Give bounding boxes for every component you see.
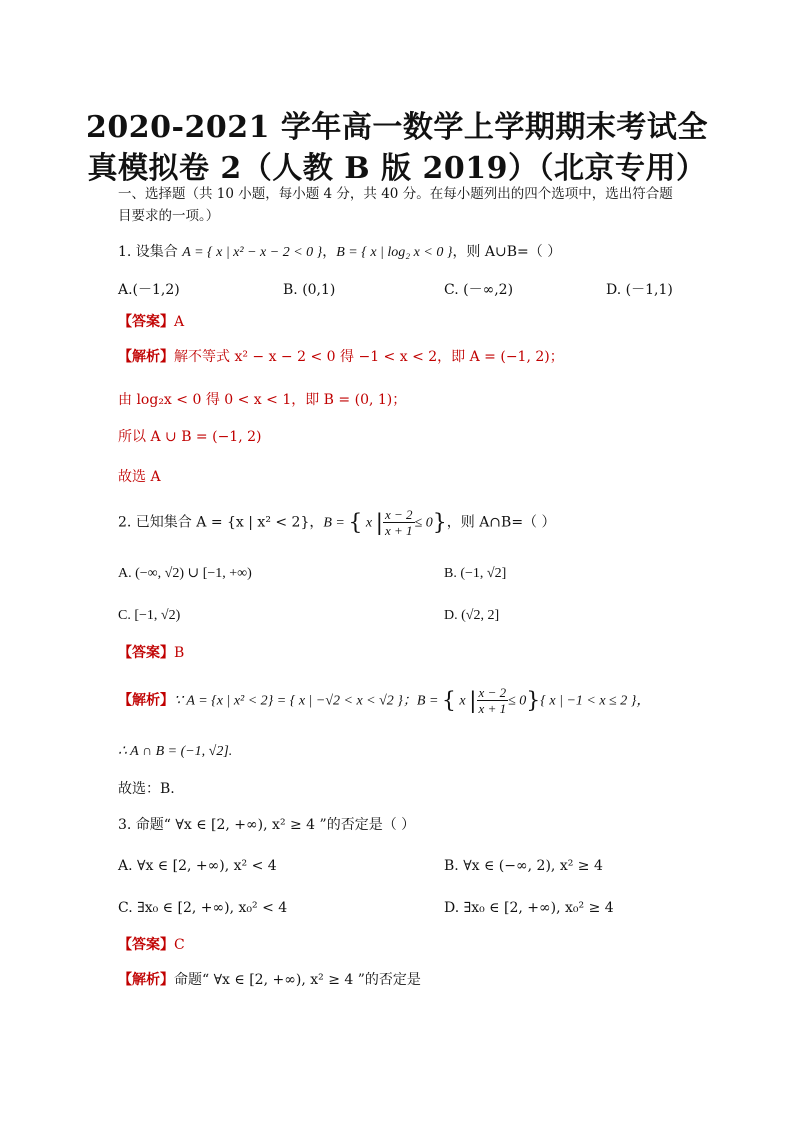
q2-option-a: A. (−∞, √2) ∪ [−1, +∞) (118, 566, 252, 581)
q2-stem: 2. 已知集合 A = {x | x² < 2}，B = { x | $\frac{x - 2}{x + 1}$ ≤ 0}，则 A∩B=（ ） (118, 507, 556, 538)
document-title-line-1: 2020-2021 学年高一数学上学期期末考试全 (86, 110, 708, 145)
q3-answer-label: 【答案】 (118, 937, 174, 953)
q3-answer (118, 935, 185, 955)
q1-answer-label: 【答案】 (118, 314, 174, 330)
q1-analysis-1 (118, 347, 564, 367)
q2-option-d: D. (√2, 2] (444, 608, 500, 623)
q3-option-c: C. ∃x₀ ∈ [2, +∞), x₀² < 4 (118, 900, 288, 916)
q2-analysis-1: 【解析】∵ A = {x | x² < 2} = { x | −√2 < x < √2 }；B = { x | $\frac{x - 2}{x + 1}$ ≤ 0}{ x | −1 < x ≤ 2 }， (118, 685, 651, 716)
q1-answer-value: A (174, 314, 185, 330)
q2-analysis-part-a: ∵ A = {x | x² < 2} = { x | −√2 < x < √2 }； (174, 693, 417, 709)
q1-stem (118, 242, 561, 263)
q2-answer (118, 643, 184, 663)
q2-answer-value: B (174, 645, 185, 661)
q3-answer-value: C (174, 937, 185, 953)
document-title-line-2: 真模拟卷 2（人教 B 版 2019）（北京专用） (87, 151, 707, 186)
section-heading-line-2: 目要求的一项。） (118, 208, 220, 224)
q3-stem: 3. 命题“ ∀x ∈ [2, +∞), x² ≥ 4 ”的否定是（ ） (118, 817, 416, 833)
q2-analysis-fraction-numerator: x − 2 (478, 685, 507, 700)
q1-set-a: A = { x | x² − x − 2 < 0 } (182, 245, 323, 260)
q2-analysis-2: ∴ A ∩ B = (−1, √2]. (118, 744, 233, 759)
q2-analysis-part-b: B = (416, 693, 442, 709)
q1-stem-suffix: ，则 A∪B=（ ） (452, 244, 562, 260)
q2-analysis-fraction-denominator: x + 1 (478, 701, 507, 716)
q2-analysis-fraction (477, 685, 509, 716)
q1-analysis-3: 所以 A ∪ B = (−1, 2) (118, 429, 262, 445)
q1-option-c: C. (－∞,2) (444, 282, 514, 298)
q1-option-a: A.(－1,2) (118, 282, 180, 298)
section-heading-line-1: 一、选择题（共 10 小题，每小题 4 分，共 40 分。在每小题列出的四个选项中，选出符合题 (118, 186, 673, 202)
q2-bar: | (375, 510, 384, 536)
q2-analysis-tail: ≤ 0 (508, 693, 527, 709)
q2-fraction-denominator: x + 1 (385, 523, 413, 538)
q3-analysis-label: 【解析】 (118, 972, 174, 988)
q2-set-b-lead: B = (323, 515, 349, 531)
q1-answer (118, 312, 184, 332)
q2-analysis-part-c: { x | −1 < x ≤ 2 }， (540, 693, 651, 709)
q2-analysis-3: 故选：B. (118, 781, 175, 797)
q1-analysis-text-1: 解不等式 x² − x − 2 < 0 得 −1 < x < 2，即 A = (−1, 2)； (174, 349, 564, 365)
q1-option-d: D. (－1,1) (606, 282, 673, 298)
q2-fraction-numerator: x − 2 (385, 507, 413, 522)
q3-analysis-1 (118, 970, 421, 990)
q2-answer-label: 【答案】 (118, 645, 174, 661)
q2-set-b-tail: ≤ 0 (414, 515, 433, 531)
q2-fraction (383, 507, 415, 538)
q1-set-b: B = { x | log₂ x < 0 } (336, 245, 453, 260)
q2-stem-suffix: ，则 A∩B=（ ） (446, 514, 556, 531)
q1-stem-prefix: 1. 设集合 (118, 244, 183, 260)
q3-option-a: A. ∀x ∈ [2, +∞), x² < 4 (118, 858, 277, 874)
q3-analysis-text-1: 命题“ ∀x ∈ [2, +∞), x² ≥ 4 ”的否定是 (174, 972, 421, 988)
q3-option-d: D. ∃x₀ ∈ [2, +∞), x₀² ≥ 4 (444, 900, 614, 916)
q1-analysis-4: 故选 A (118, 469, 161, 485)
q3-option-b: B. ∀x ∈ (−∞, 2), x² ≥ 4 (444, 858, 603, 874)
q1-analysis-2: 由 log₂x < 0 得 0 < x < 1，即 B = (0, 1)； (118, 392, 407, 408)
q2-option-c: C. [−1, √2) (118, 608, 181, 623)
q1-analysis-label: 【解析】 (118, 349, 174, 365)
q1-option-b: B. (0,1) (283, 282, 336, 298)
q2-stem-prefix: 2. 已知集合 A = {x | x² < 2}， (118, 514, 324, 531)
q2-analysis-label: 【解析】 (118, 692, 174, 709)
q2-brace-close: } (432, 510, 447, 536)
q2-option-b: B. (−1, √2] (444, 566, 507, 581)
q1-separator: ， (322, 244, 337, 260)
q2-brace-open: { (348, 510, 363, 536)
